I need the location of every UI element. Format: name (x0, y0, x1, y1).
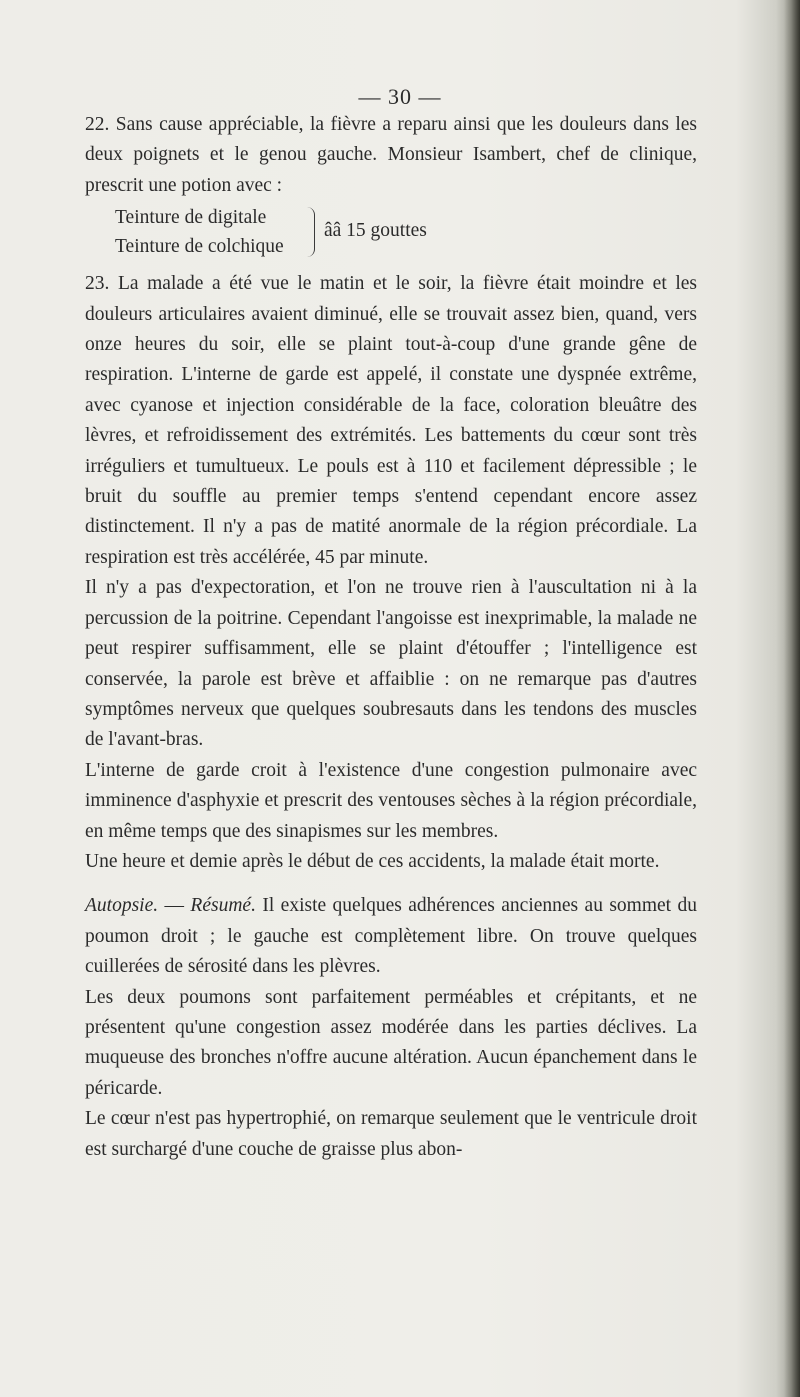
paragraph-poumons: Les deux poumons sont parfaitement perméables et crépitants, et ne présentent qu'une congestion assez modérée dans les parties déclives. La muqueuse des bronches n'offre aucune altération. Aucun épanchement dans le péricarde. (85, 986, 697, 1099)
body-text (85, 110, 697, 1165)
paragraph-autopsie (85, 891, 697, 982)
resume-label: Résumé. (190, 895, 256, 917)
prescription-brace (306, 207, 315, 257)
paragraph-22: 22. Sans cause appréciable, la fièvre a reparu ainsi que les douleurs dans les deux poignets et le genou gauche. Monsieur Isambert, chef de clinique, prescrit une potion avec : (85, 114, 697, 196)
prescription-dose: ââ 15 gouttes (324, 220, 427, 242)
paragraph-heure: Une heure et demie après le début de ces accidents, la malade était morte. (85, 850, 660, 872)
paragraph-interne: L'interne de garde croit à l'existence d'une congestion pulmonaire avec imminence d'asphyxie et prescrit des ventouses sèches à la région précordiale, en même temps que des sinapismes sur les membres. (85, 759, 697, 842)
autopsie-label: Autopsie. (85, 895, 159, 917)
prescription-item-digitale: Teinture de digitale (115, 207, 267, 229)
prescription-item-colchique: Teinture de colchique (115, 236, 284, 258)
paragraph-23: 23. La malade a été vue le matin et le soir, la fièvre était moindre et les douleurs articulaires avaient diminué, elle se trouvait assez bien, quand, vers onze heures du soir, elle se plaint tout-à-coup d'une grande gêne de respiration. L'interne de garde est appelé, il constate une dyspnée extrême, avec cyanose et injection considérable de la face, coloration bleuâtre des lèvres, et refroidissement des extrémités. Les battements du cœur sont très irréguliers et tumultueux. Le pouls est à 110 et facilement dépressible ; le bruit du souffle au premier temps s'entend cependant encore assez distinctement. Il n'y a pas de matité anormale de la région précordiale. La respiration est très accélérée, 45 par minute. (85, 273, 697, 568)
autopsie-dash: — (158, 895, 191, 917)
page-number: — 30 — (358, 84, 442, 109)
autopsie-text: Il existe quelques adhérences anciennes au sommet du poumon droit ; le gauche est complètement libre. On trouve quelques cuillerées de sérosité dans les plèvres. (85, 895, 697, 978)
page-edge-shadow (784, 0, 800, 1397)
paragraph-coeur: Le cœur n'est pas hypertrophié, on remarque seulement que le ventricule droit est surchargé d'une couche de graisse plus abon- (85, 1108, 697, 1160)
prescription-block (85, 203, 697, 265)
section-gap (85, 877, 697, 891)
paragraph-expectoration: Il n'y a pas d'expectoration, et l'on ne trouve rien à l'auscultation ni à la percussion de la poitrine. Cependant l'angoisse est inexprimable, la malade ne peut respirer suffisamment, elle se plaint d'étouffer ; l'intelligence est conservée, la parole est brève et affaiblie : on ne remarque pas d'autres symptômes nerveux que quelques soubresauts dans les tendons des muscles de l'avant-bras. (85, 577, 697, 751)
